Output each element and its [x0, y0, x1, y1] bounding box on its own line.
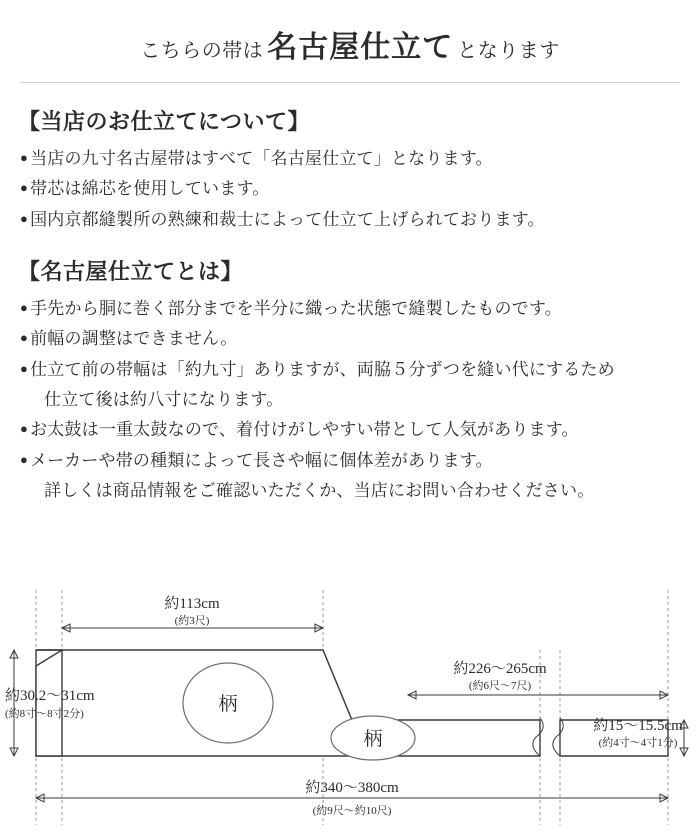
pattern-label-large: 柄 [218, 694, 238, 715]
header-emphasis: 名古屋仕立て [267, 31, 454, 64]
header-divider [20, 82, 680, 83]
bullet-marker-icon: ● [20, 180, 29, 196]
pattern-label-small: 柄 [363, 729, 383, 750]
bullet-marker-icon: ● [20, 300, 29, 316]
header-prefix: こちらの帯は [140, 40, 264, 62]
section-nagoya-tailoring [18, 255, 682, 504]
bullet-2-2 [20, 326, 682, 352]
bullet-text: 国内京都縫製所の熟練和裁士によって仕立て上げられております。 [30, 209, 545, 229]
bullet-text: メーカーや帯の種類によって長さや幅に個体差があります。 [30, 450, 493, 470]
bullet-2-4 [20, 417, 682, 443]
bullet-2-3 [20, 357, 682, 383]
bullet-1-1 [20, 146, 682, 172]
dim-total-length-value: 約340〜380cm [305, 780, 399, 796]
section-shop-tailoring [18, 105, 682, 233]
bullet-marker-icon: ● [20, 330, 29, 346]
bullet-text: 仕立て前の帯幅は「約九寸」ありますが、両脇５分ずつを縫い代にするため [30, 359, 615, 379]
dim-left-width-value: 約30.2〜31cm [5, 688, 95, 704]
dim-left-width-sub: (約8寸〜8寸2分) [5, 708, 84, 720]
bullet-2-1 [20, 296, 682, 322]
bullet-marker-icon: ● [20, 451, 29, 467]
dim-right-width-value: 約15〜15.5cm [593, 718, 683, 734]
header-suffix: となります [457, 40, 560, 62]
dim-right-length-sub: (約6尺〜7尺) [468, 680, 532, 692]
dim-right-width-sub: (約4寸〜4寸1分) [598, 737, 678, 749]
dim-top-length-value: 約113cm [164, 596, 220, 612]
dim-total-length-sub: (約9尺〜約10尺) [312, 805, 392, 817]
bullet-text: 前幅の調整はできません。 [30, 329, 238, 349]
bullet-text: お太鼓は一重太鼓なので、着付けがしやすい帯として人気があります。 [30, 420, 579, 440]
bullet-text: 手先から胴に巻く部分までを半分に織った状態で縫製したものです。 [30, 299, 562, 319]
bullet-marker-icon: ● [20, 421, 29, 437]
bullet-marker-icon: ● [20, 150, 29, 165]
dim-top-length-sub: (約3尺) [174, 615, 210, 627]
bullet-marker-icon: ● [20, 360, 29, 376]
section-title-1: 【当店のお仕立てについて】 [18, 109, 311, 134]
page-header [0, 0, 700, 66]
bullet-2-5 [20, 448, 682, 474]
bullet-text: 帯芯は綿芯を使用しています。 [30, 179, 270, 199]
section-title-2: 【名古屋仕立てとは】 [18, 259, 244, 285]
bullet-2-3-continuation: 仕立て後は約八寸になります。 [44, 390, 284, 410]
bullet-2-5-continuation: 詳しくは商品情報をご確認いただくか、当店にお問い合わせください。 [44, 481, 595, 501]
dim-right-length-value: 約226〜265cm [453, 661, 547, 677]
bullet-marker-icon: ● [20, 210, 29, 226]
bullet-1-3 [20, 207, 682, 233]
obi-dimension-diagram [0, 560, 700, 840]
bullet-1-2 [20, 176, 682, 202]
bullet-text: 当店の九寸名古屋帯はすべて「名古屋仕立て」となります。 [30, 149, 493, 168]
